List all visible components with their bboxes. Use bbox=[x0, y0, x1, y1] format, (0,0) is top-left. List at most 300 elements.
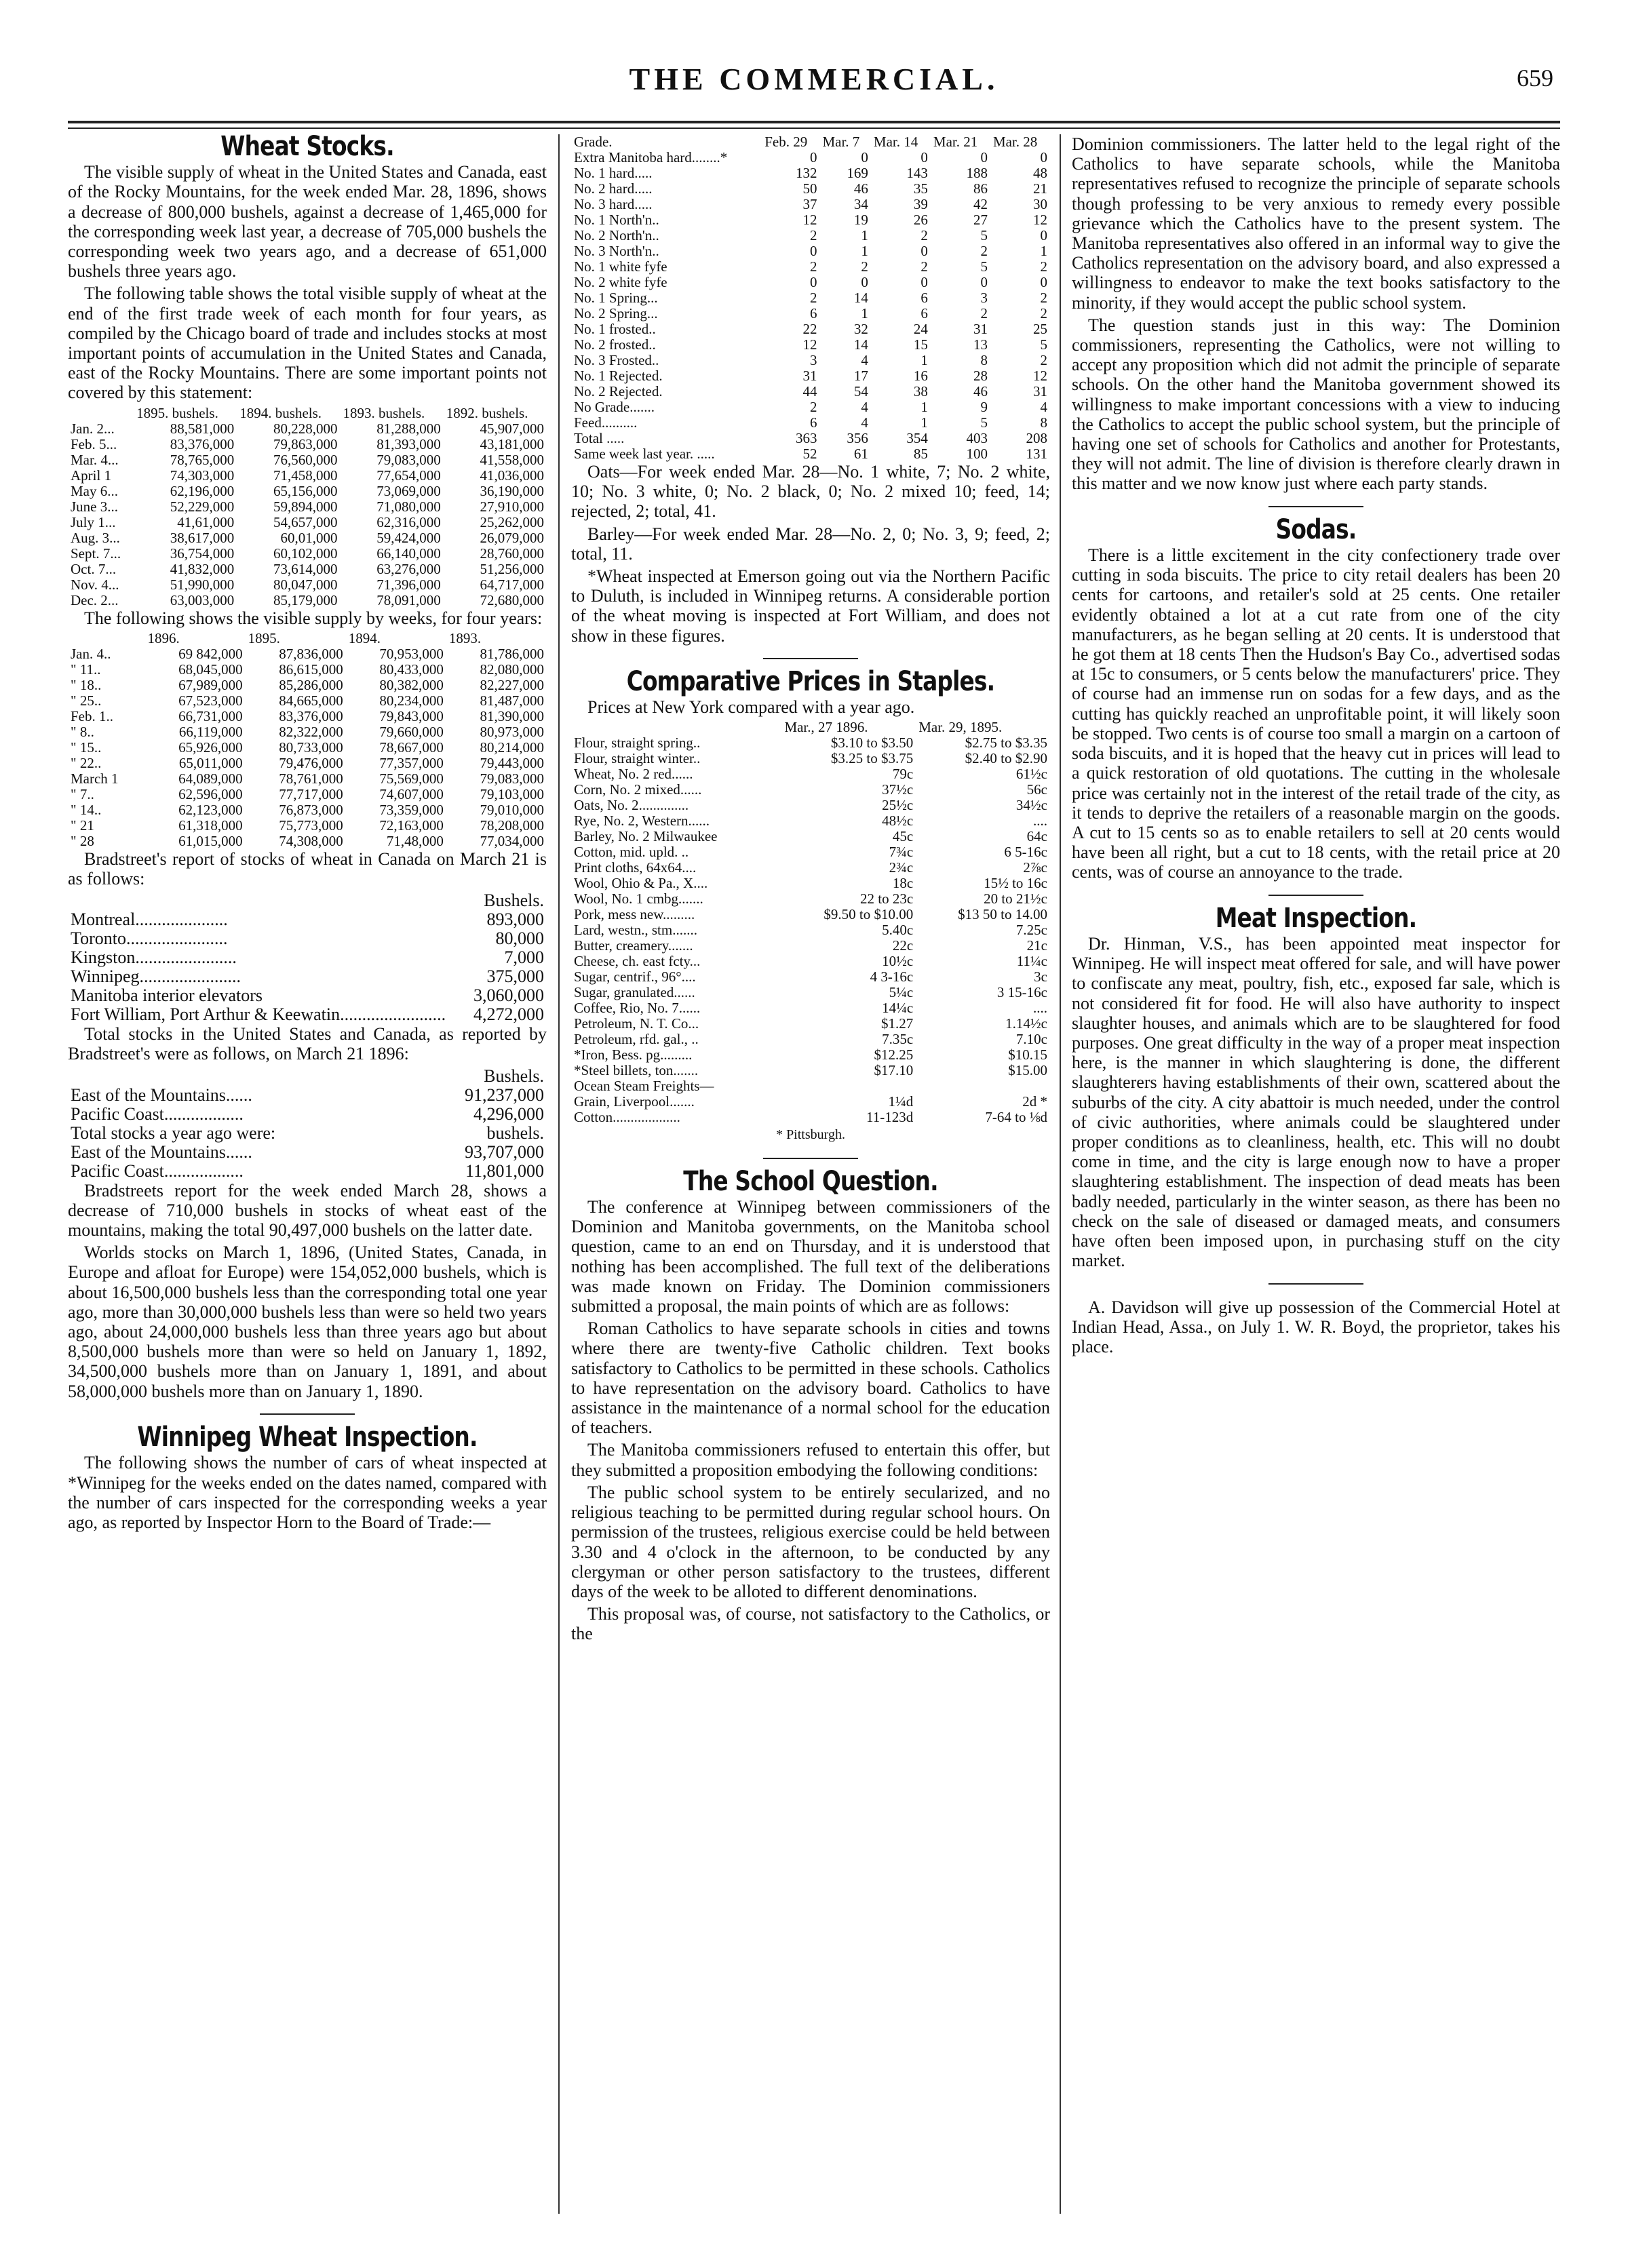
table-cell: 13 bbox=[973, 336, 988, 353]
table-cell: 12 bbox=[1033, 368, 1047, 384]
table-cell: $13 50 to 14.00 bbox=[958, 906, 1047, 923]
paragraph: This proposal was, of course, not satisfactory to the Catholics, or the bbox=[571, 1604, 1050, 1644]
table-cell: 61,318,000 bbox=[178, 817, 243, 834]
column-header: 1894. bushels. bbox=[239, 404, 322, 421]
table-cell: 80,973,000 bbox=[480, 723, 544, 740]
table-cell: 5 bbox=[980, 227, 988, 243]
table-cell: 60,01,000 bbox=[280, 529, 338, 546]
table-row bbox=[68, 818, 547, 834]
table-cell: 67,523,000 bbox=[178, 692, 243, 709]
wheat-stocks-heading: Wheat Stocks. bbox=[220, 134, 394, 162]
canada-stocks-table bbox=[68, 891, 547, 1024]
table-cell: " 21 bbox=[71, 817, 94, 834]
table-cell: 2 bbox=[1040, 290, 1047, 306]
table-cell: Barley, No. 2 Milwaukee bbox=[574, 828, 718, 845]
table-cell: Petroleum, N. T. Co... bbox=[574, 1015, 699, 1032]
table-cell: 2¾c bbox=[889, 859, 914, 876]
table-cell: No. 1 Spring... bbox=[574, 290, 658, 306]
total-row bbox=[571, 446, 1050, 462]
table-row bbox=[68, 724, 547, 740]
table-cell: Pork, mess new......... bbox=[574, 906, 695, 923]
sodas-heading: Sodas. bbox=[1275, 513, 1357, 545]
table-cell: 8 bbox=[980, 352, 988, 368]
table-cell: 87,836,000 bbox=[279, 645, 343, 662]
table-row bbox=[68, 834, 547, 849]
table-cell: 38,617,000 bbox=[170, 529, 235, 546]
table-cell: 86,615,000 bbox=[279, 661, 343, 678]
table-cell: Wool, No. 1 cmbg....... bbox=[574, 891, 703, 907]
table-cell: No. 2 Rejected. bbox=[574, 383, 663, 399]
table-cell: 79,443,000 bbox=[480, 754, 544, 771]
table-cell: Total stocks a year ago were: bbox=[71, 1122, 276, 1143]
table-cell: Jan. 4.. bbox=[71, 645, 111, 662]
table-cell: Dec. 2... bbox=[71, 591, 119, 608]
table-cell: 61½c bbox=[1015, 766, 1047, 783]
table-cell: 403 bbox=[966, 430, 988, 446]
table-cell: 11-123d bbox=[866, 1109, 914, 1126]
comparative-prices-heading: Comparative Prices in Staples. bbox=[626, 666, 995, 698]
table-cell: Feb. 1.. bbox=[71, 707, 113, 724]
table-cell: 54,657,000 bbox=[273, 513, 338, 530]
table-cell: 52 bbox=[802, 446, 817, 462]
table-cell: 356 bbox=[847, 430, 868, 446]
table-cell: 80,000 bbox=[495, 928, 544, 949]
table-cell: 7.25c bbox=[1015, 922, 1047, 939]
table-cell: 69 842,000 bbox=[178, 645, 243, 662]
table-cell: 84,665,000 bbox=[279, 692, 343, 709]
table-cell: 41,832,000 bbox=[170, 560, 235, 577]
table-cell: 6 bbox=[920, 290, 928, 306]
table-cell: 27,910,000 bbox=[480, 498, 544, 515]
paragraph: The following shows the visible supply by weeks, for four years: bbox=[84, 608, 543, 628]
table-cell: $15.00 bbox=[1008, 1062, 1047, 1079]
table-row bbox=[571, 212, 1050, 228]
table-row bbox=[68, 662, 547, 678]
table-cell: 68,045,000 bbox=[178, 661, 243, 678]
table-row bbox=[571, 353, 1050, 368]
table-cell: 7¾c bbox=[889, 844, 914, 861]
table-row bbox=[68, 468, 547, 484]
table-cell: 4,272,000 bbox=[473, 1004, 544, 1025]
table-row bbox=[68, 593, 547, 608]
table-cell: bushels. bbox=[486, 1122, 544, 1143]
table-cell: 6 bbox=[809, 305, 817, 321]
school-question-heading: The School Question. bbox=[683, 1165, 938, 1197]
table-cell: 10½c bbox=[882, 953, 914, 970]
table-cell: East of the Mountains...... bbox=[71, 1084, 252, 1105]
table-cell: $3.25 to $3.75 bbox=[830, 750, 914, 767]
table-cell: 64,717,000 bbox=[480, 576, 544, 593]
table-cell bbox=[781, 1078, 916, 1094]
table-cell: 100 bbox=[966, 446, 988, 462]
table-row bbox=[68, 693, 547, 709]
table-cell: No. 3 hard..... bbox=[574, 196, 653, 212]
paragraph: Total stocks in the United States and Canada, as reported by Bradstreet's were as follows, on March 21 1896: bbox=[68, 1024, 547, 1064]
table-cell: June 3... bbox=[71, 498, 118, 515]
header-row bbox=[68, 631, 547, 646]
section-separator bbox=[571, 1148, 1050, 1168]
table-cell: 42 bbox=[973, 196, 988, 212]
column-header bbox=[571, 720, 781, 735]
table-cell: Sept. 7... bbox=[71, 545, 121, 562]
table-cell: 5 bbox=[980, 414, 988, 431]
table-cell: *Steel billets, ton....... bbox=[574, 1062, 699, 1079]
table-cell: No. 1 North'n.. bbox=[574, 212, 659, 228]
table-row bbox=[571, 782, 1050, 798]
table-cell: 43,181,000 bbox=[480, 435, 544, 452]
table-row bbox=[68, 1124, 547, 1143]
paragraph: Oats—For week ended Mar. 28—No. 1 white, 7; No. 2 white, 10; No. 3 white, 0; No. 2 black, 0; No. 2 mixed 10; feed, 14; rejected, 2; total, 41. bbox=[571, 462, 1050, 522]
table-cell: " 14.. bbox=[71, 801, 102, 818]
table-row bbox=[571, 368, 1050, 384]
table-cell: 63,276,000 bbox=[376, 560, 441, 577]
table-cell: 17 bbox=[853, 368, 868, 384]
table-cell: 80,047,000 bbox=[273, 576, 338, 593]
table-cell: No. 2 Spring... bbox=[574, 305, 658, 321]
table-cell: 59,894,000 bbox=[273, 498, 338, 515]
table-row bbox=[571, 876, 1050, 891]
table-row bbox=[571, 259, 1050, 275]
table-cell: 14¼c bbox=[882, 1000, 914, 1017]
table-row bbox=[571, 197, 1050, 212]
table-cell: 79,660,000 bbox=[379, 723, 444, 740]
table-row bbox=[68, 756, 547, 771]
table-cell: Same week last year. ..... bbox=[574, 446, 715, 462]
table-cell: July 1... bbox=[71, 513, 116, 530]
table-cell: 46 bbox=[973, 383, 988, 399]
section-separator bbox=[571, 648, 1050, 668]
table-cell: 8 bbox=[1040, 414, 1047, 431]
table-cell: No. 2 North'n.. bbox=[574, 227, 659, 243]
table-cell: 27 bbox=[973, 212, 988, 228]
column-header: Mar. 14 bbox=[873, 134, 918, 150]
table-row bbox=[68, 709, 547, 724]
table-row bbox=[571, 922, 1050, 938]
table-cell: 61 bbox=[853, 446, 868, 462]
table-row bbox=[571, 228, 1050, 243]
table-cell: Nov. 4... bbox=[71, 576, 119, 593]
paragraph: The conference at Winnipeg between commissioners of the Dominion and Manitoba governments, on the Manitoba school question, came to an end on Thursday, and it is understood that nothing has been accomplished. The full text of the deliberations was made known on Friday. The Dominion commissioners submitted a proposal, the main points of which are as follows: bbox=[571, 1197, 1050, 1316]
column-header: 1895. bbox=[248, 629, 280, 646]
table-cell: 82,227,000 bbox=[480, 676, 544, 693]
paragraph: Dr. Hinman, V.S., has been appointed meat inspector for Winnipeg. He will inspect meat offered for sale, and will have power to confiscate any meat, poultry, fish, etc., exposed far sale, which is not considered fit for food. He will also have authority to inspect slaughter houses, and animals which are to be slaughtered for food purposes. One great difficulty in the way of a proper meat inspection here, is the manner in which slaughtering is done, the different slaughterers having establishments of their own, scattered about the suburbs of the city. A city abattoir is much needed, under the control of civic authorities, where animals could be slaughtered under proper conditions as to cleanliness, health, etc. This will no doubt come in time, and the city is large enough now to have a proper slaughtering establishment. The inspection of dead meats has been badly needed, particularly in the winter season, as there has been no check on the sale of diseased or damaged meats, and consumers have often been imposed upon, in purchasing stuff on the city market. bbox=[1072, 933, 1560, 1271]
table-cell: Montreal..................... bbox=[71, 910, 228, 930]
table-row bbox=[571, 290, 1050, 306]
table-cell: 71,48,000 bbox=[386, 832, 444, 849]
price-comparison-table bbox=[571, 720, 1050, 1125]
column-header: 1894. bbox=[348, 629, 381, 646]
table-cell: 62,596,000 bbox=[178, 785, 243, 802]
table-cell: 30 bbox=[1033, 196, 1047, 212]
table-row bbox=[68, 562, 547, 577]
table-cell: 77,357,000 bbox=[379, 754, 444, 771]
table-cell: 80,214,000 bbox=[480, 739, 544, 756]
table-cell: 26,079,000 bbox=[480, 529, 544, 546]
table-row bbox=[571, 860, 1050, 876]
table-cell: 78,091,000 bbox=[376, 591, 441, 608]
table-cell: 5 bbox=[1040, 336, 1047, 353]
table-cell: 51,256,000 bbox=[480, 560, 544, 577]
table-cell: 0 bbox=[809, 274, 817, 290]
table-cell: 82,322,000 bbox=[279, 723, 343, 740]
table-cell: 83,376,000 bbox=[279, 707, 343, 724]
table-cell: 4 bbox=[861, 414, 868, 431]
column-header bbox=[68, 631, 145, 646]
table-cell: .... bbox=[1033, 1000, 1047, 1017]
table-cell: " 18.. bbox=[71, 676, 102, 693]
table-cell: " 7.. bbox=[71, 785, 94, 802]
table-cell: 59,424,000 bbox=[376, 529, 441, 546]
table-cell: 4 bbox=[861, 399, 868, 415]
masthead-title: THE COMMERCIAL. bbox=[629, 62, 999, 96]
table-cell: 80,234,000 bbox=[379, 692, 444, 709]
table-cell: 72,680,000 bbox=[480, 591, 544, 608]
table-cell: 65,011,000 bbox=[178, 754, 243, 771]
table-cell: 24 bbox=[913, 321, 928, 337]
table-cell: No. 1 Rejected. bbox=[574, 368, 663, 384]
table-cell: 79,843,000 bbox=[379, 707, 444, 724]
table-row bbox=[571, 985, 1050, 1000]
table-cell: 91,237,000 bbox=[465, 1084, 544, 1105]
table-cell: 81,786,000 bbox=[480, 645, 544, 662]
table-cell: 4 bbox=[861, 352, 868, 368]
table-cell: 54 bbox=[853, 383, 868, 399]
table-cell: 0 bbox=[809, 149, 817, 165]
table-row bbox=[571, 938, 1050, 954]
monthly-supply-table bbox=[68, 406, 547, 608]
table-cell: 36,754,000 bbox=[170, 545, 235, 562]
header-rule-thin bbox=[68, 128, 1560, 129]
table-cell: 71,396,000 bbox=[376, 576, 441, 593]
table-cell: 7,000 bbox=[504, 947, 544, 968]
table-row bbox=[571, 813, 1050, 829]
table-cell: 45,907,000 bbox=[480, 420, 544, 437]
grade-inspection-table bbox=[571, 134, 1050, 462]
table-cell: 12 bbox=[1033, 212, 1047, 228]
table-row bbox=[68, 1105, 547, 1124]
table-cell: Wool, Ohio & Pa., X.... bbox=[574, 875, 708, 892]
table-cell: 75,569,000 bbox=[379, 770, 444, 787]
table-cell: 25½c bbox=[882, 797, 914, 814]
column-header: Bushels. bbox=[484, 1065, 544, 1086]
table-cell: 893,000 bbox=[486, 910, 544, 930]
paragraph: Bradstreets report for the week ended March 28, shows a decrease of 710,000 bushels in stocks of wheat east of the mountains, making the total 90,497,000 bushels on the latter date. bbox=[68, 1180, 547, 1240]
table-row bbox=[68, 678, 547, 693]
table-cell: Aug. 3... bbox=[71, 529, 120, 546]
table-cell: Cheese, ch. east fcty... bbox=[574, 953, 701, 970]
table-cell: 31 bbox=[973, 321, 988, 337]
table-cell: Kingston....................... bbox=[71, 947, 237, 968]
table-cell: April 1 bbox=[71, 467, 112, 484]
table-cell: 73,069,000 bbox=[376, 482, 441, 499]
table-cell: Flour, straight spring.. bbox=[574, 735, 701, 751]
table-row bbox=[571, 1063, 1050, 1078]
table-cell: 74,308,000 bbox=[279, 832, 343, 849]
table-cell: 80,733,000 bbox=[279, 739, 343, 756]
table-cell: 1 bbox=[861, 227, 868, 243]
table-cell: No. 1 hard..... bbox=[574, 165, 653, 181]
table-cell: 12 bbox=[802, 212, 817, 228]
table-cell: 2 bbox=[861, 258, 868, 275]
header-rule bbox=[68, 121, 1560, 123]
table-cell: Oct. 7... bbox=[71, 560, 117, 577]
table-cell: 3 15-16c bbox=[996, 984, 1047, 1001]
table-cell: 79,476,000 bbox=[279, 754, 343, 771]
table-cell: 51,990,000 bbox=[170, 576, 235, 593]
paragraph: The visible supply of wheat in the United States and Canada, east of the Rocky Mountains, for the week ended Mar. 28, 1896, shows a decrease of 800,000 bushels, against a decrease of 1,465,000 for the corresponding week last year, a decrease of 705,000 bushels the corresponding week two years ago, and a decrease of 651,000 bushels three years ago. bbox=[68, 162, 547, 281]
paragraph: Worlds stocks on March 1, 1896, (United States, Canada, in Europe and afloat for Europe) were 154,052,000 bushels, which is about 16,500,000 bushels less than the corresponding total one year ago, more than 30,000,000 bushels less than were so held two years ago, about 24,000,000 bushels less than three years ago but about 8,500,000 bushels more than were so held on January 1, 1892, 34,500,000 bushels more than on January 1, 1891, and about 58,000,000 bushels more than on January 1, 1890. bbox=[68, 1243, 547, 1401]
table-cell: 28,760,000 bbox=[480, 545, 544, 562]
table-row bbox=[68, 910, 547, 929]
paragraph: The question stands just in this way: The Dominion commissioners, representing the Catholics, were not willing to accept any proposition which did not admit the principle of separate schools. On the other hand the Manitoba government showed its willingness to make important concessions with a view to inducing the Catholics to accept the public school system, but the principle of having one set of schools for Catholics and another for Protestants, they will not admit. The line of division is therefore clearly drawn in this matter and we now know just where each party stands. bbox=[1072, 315, 1560, 494]
table-row bbox=[68, 740, 547, 756]
table-cell: 143 bbox=[906, 165, 928, 181]
table-cell: 79,010,000 bbox=[480, 801, 544, 818]
table-cell: 20 to 21½c bbox=[984, 891, 1047, 907]
table-cell: 15 bbox=[913, 336, 928, 353]
table-cell: 31 bbox=[802, 368, 817, 384]
table-cell: 363 bbox=[795, 430, 817, 446]
table-row bbox=[68, 452, 547, 468]
table-cell: Petroleum, rfd. gal., .. bbox=[574, 1031, 699, 1048]
table-cell: 41,61,000 bbox=[177, 513, 235, 530]
table-cell: 1¼d bbox=[888, 1093, 914, 1110]
table-cell: 15½ to 16c bbox=[984, 875, 1047, 892]
table-cell: Cotton, mid. upld. .. bbox=[574, 844, 689, 861]
table-cell: 21c bbox=[1026, 937, 1047, 954]
table-cell: 83,376,000 bbox=[170, 435, 235, 452]
table-row bbox=[571, 1094, 1050, 1110]
table-row bbox=[68, 1005, 547, 1024]
table-cell: Lard, westn., stm....... bbox=[574, 922, 697, 939]
table-cell: 0 bbox=[980, 149, 988, 165]
table-cell: 6 bbox=[920, 305, 928, 321]
table-cell: 16 bbox=[913, 368, 928, 384]
table-cell: 67,989,000 bbox=[178, 676, 243, 693]
column-header bbox=[68, 406, 134, 421]
table-cell: 64c bbox=[1026, 828, 1047, 845]
table-row bbox=[571, 844, 1050, 860]
table-cell: 80,228,000 bbox=[273, 420, 338, 437]
table-row bbox=[68, 499, 547, 515]
table-cell: 0 bbox=[1040, 149, 1047, 165]
section-separator bbox=[1072, 496, 1560, 516]
table-row bbox=[68, 929, 547, 948]
table-cell: 37 bbox=[802, 196, 817, 212]
table-row bbox=[571, 829, 1050, 844]
table-cell: $2.75 to $3.35 bbox=[965, 735, 1047, 751]
table-cell: 1.14½c bbox=[1005, 1015, 1047, 1032]
table-cell: 74,303,000 bbox=[170, 467, 235, 484]
column-header: Feb. 29 bbox=[764, 134, 808, 150]
table-row bbox=[68, 948, 547, 967]
table-cell: 1 bbox=[861, 305, 868, 321]
table-cell: 2 bbox=[1040, 305, 1047, 321]
table-cell: 32 bbox=[853, 321, 868, 337]
table-cell: 18c bbox=[892, 875, 914, 892]
column-divider bbox=[558, 134, 560, 2214]
table-cell: 28 bbox=[973, 368, 988, 384]
table-cell: 78,765,000 bbox=[170, 451, 235, 468]
table-row bbox=[68, 577, 547, 593]
table-cell: 76,873,000 bbox=[279, 801, 343, 818]
table-cell: 46 bbox=[853, 180, 868, 197]
table-cell: 6 5-16c bbox=[1004, 844, 1047, 861]
table-cell: 79,103,000 bbox=[480, 785, 544, 802]
table-cell: 48½c bbox=[882, 813, 914, 829]
column-header: 1893. bbox=[448, 629, 482, 646]
table-cell: $1.27 bbox=[880, 1015, 914, 1032]
table-cell: 3 bbox=[980, 290, 988, 306]
table-cell: No. 2 frosted.. bbox=[574, 336, 656, 353]
table-cell: 7.10c bbox=[1015, 1031, 1047, 1048]
table-cell: Coffee, Rio, No. 7...... bbox=[574, 1000, 701, 1017]
table-cell: Flour, straight winter.. bbox=[574, 750, 701, 767]
table-cell: 354 bbox=[906, 430, 928, 446]
table-cell: 41,558,000 bbox=[480, 451, 544, 468]
table-cell: 0 bbox=[1040, 274, 1047, 290]
table-cell: 66,119,000 bbox=[178, 723, 243, 740]
table-cell: 73,614,000 bbox=[273, 560, 338, 577]
table-cell: 2 bbox=[809, 290, 817, 306]
table-cell: Corn, No. 2 mixed...... bbox=[574, 781, 702, 798]
table-cell: 2d * bbox=[1022, 1093, 1047, 1110]
table-cell: 63,003,000 bbox=[170, 591, 235, 608]
table-cell: 9 bbox=[980, 399, 988, 415]
table-cell: 2 bbox=[1040, 352, 1047, 368]
table-cell: 78,208,000 bbox=[480, 817, 544, 834]
table-row bbox=[571, 243, 1050, 259]
table-cell: 0 bbox=[920, 274, 928, 290]
table-cell: 188 bbox=[966, 165, 988, 181]
table-row bbox=[68, 986, 547, 1005]
table-cell: 73,359,000 bbox=[379, 801, 444, 818]
paragraph: Bradstreet's report of stocks of wheat in Canada on March 21 is as follows: bbox=[68, 848, 547, 889]
table-cell: No. 1 white fyfe bbox=[574, 258, 667, 275]
table-cell: No. 3 North'n.. bbox=[574, 243, 659, 259]
column-header: Mar. 7 bbox=[822, 134, 860, 150]
table-cell: 22 to 23c bbox=[860, 891, 914, 907]
table-row bbox=[571, 735, 1050, 751]
paragraph: Prices at New York compared with a year ago. bbox=[587, 697, 915, 718]
table-cell: 19 bbox=[853, 212, 868, 228]
table-cell: 62,196,000 bbox=[170, 482, 235, 499]
table-cell: 80,382,000 bbox=[379, 676, 444, 693]
table-cell: No. 3 Frosted.. bbox=[574, 352, 659, 368]
table-cell: 81,288,000 bbox=[376, 420, 441, 437]
table-cell: 0 bbox=[861, 149, 868, 165]
table-cell: 71,080,000 bbox=[376, 498, 441, 515]
table-cell: 0 bbox=[861, 274, 868, 290]
table-cell bbox=[916, 1078, 1050, 1094]
page-number: 659 bbox=[1517, 64, 1553, 92]
table-cell: " 22.. bbox=[71, 754, 102, 771]
table-row bbox=[571, 766, 1050, 782]
table-cell: 11,801,000 bbox=[465, 1160, 544, 1181]
table-cell: 5 bbox=[980, 258, 988, 275]
table-cell: 65,926,000 bbox=[178, 739, 243, 756]
column-divider bbox=[1060, 134, 1061, 2214]
table-cell: No. 2 white fyfe bbox=[574, 274, 667, 290]
table-cell: " 11.. bbox=[71, 661, 101, 678]
column-1 bbox=[68, 134, 547, 2227]
paragraph: Dominion commissioners. The latter held to the legal right of the Catholics to have separate schools, while the Manitoba representatives refused to recognize the principle of separate schools though professing to be very anxious to remedy every possible grievance which the Catholics have to the present system. The Manitoba representatives also offered in an informal way to give the Catholics representation on the advisory board, and also expressed a willingness to endeavor to make the text books satisfactory to the minority, if they would accept the public school system. bbox=[1072, 134, 1560, 313]
column-header: Mar., 27 1896. bbox=[784, 719, 868, 736]
table-cell: 3 bbox=[809, 352, 817, 368]
table-cell: Sugar, centrif., 96°.... bbox=[574, 969, 696, 985]
table-cell: 4 3-16c bbox=[870, 969, 914, 985]
table-cell: Feb. 5... bbox=[71, 435, 117, 452]
